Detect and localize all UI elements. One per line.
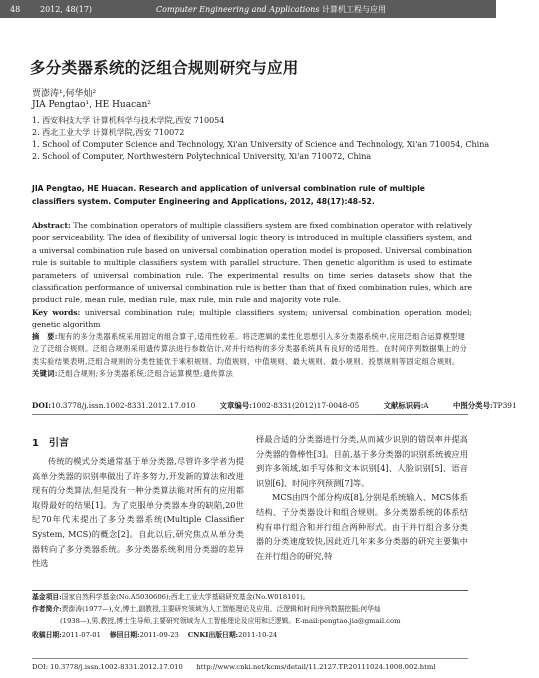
footnote-author-cont: (1938—),男,教授,博士生导师,主要研究领域为人工智能理论及应用和泛逻辑。E-mail:pengtao.jia@gmail.com: [60, 617, 401, 625]
body-column-left: 传统的模式分类通常基于单分类器,尽管许多学者为提高单分类器的识别率做出了许多努力,开发新的算法和改进现有的分类算法,但是没有一种分类算法能对所有的应用都取得最好的结果[1]。为了克服单分类器本身的缺陷,20世纪70年代末提出了多分类器系统(Multiple Classifier System, MCS)的概念[2]。自此以后,研究焦点从单分类器转向了多分类器系统。多分类器系统利用分类器的差异性选: [32, 456, 244, 569]
abstract-zh: [32, 331, 472, 381]
doi-link[interactable]: DOI: 10.3778/j.issn.1002-8331.2012.17.010 http://www.cnki.net/kcms/detail/11.2127.TP.20111024.1008.002.html: [32, 663, 436, 671]
section-heading: 1 引言: [32, 438, 69, 449]
keywords-zh-text: 泛组合规则;多分类器系统;泛组合运算模型;遗传算法: [57, 369, 234, 379]
keywords-label: Key words:: [32, 307, 81, 317]
paper-title: 多分类器系统的泛组合规则研究与应用: [30, 58, 299, 77]
revised-date: 2011-09-23: [139, 631, 179, 639]
keywords-zh-label: 关键词:: [32, 369, 58, 379]
journal-name: [156, 4, 386, 15]
meta-doc-code-label: 文献标识码:: [383, 401, 424, 410]
meta-clc-value: TP391: [492, 401, 517, 410]
meta-doc-code-value: A: [423, 401, 429, 410]
body-paragraph: 择最合适的分类器进行分类,从而减少识别的错误率并提高分类器的鲁棒性[3]。目前,基于多分类器的识别系统被应用到许多领域,如手写体和文本识别[4]、人脸识别[5]、语音识别[6]、时间序列预测[7]等。: [256, 434, 468, 488]
volume-info: 2012, 48(17): [40, 4, 93, 14]
abstract-label: Abstract:: [32, 221, 71, 230]
cnki-label: CNKI出版日期:: [187, 631, 239, 639]
revised-label: 修回日期:: [109, 631, 140, 639]
abstract-zh-label: 摘 要:: [32, 332, 58, 341]
meta-article-id-value: 1002-8331(2012)17-0048-05: [251, 401, 360, 410]
body-paragraph: MCS由四个部分构成[8],分别是系统输入、MCS体系结构、子分类器设计和组合规则。多分类器系统的体系结构有串行组合和并行组合两种形式。由于并行组合多分类器的分类速度较快,因此近几年来多分类器的研究主要集中在并行组合的研究,特: [256, 492, 468, 561]
divider: [32, 414, 468, 415]
abstract-en: [32, 220, 472, 332]
running-header: [0, 0, 496, 18]
body-column-right: [256, 432, 468, 563]
page-number: 48: [10, 4, 21, 14]
footnote-fund-label: 基金项目:: [32, 593, 62, 601]
meta-doi: [32, 401, 195, 410]
footnote-author-text: 贾澎涛(1977—),女,博士,副教授,主要研究领域为人工智能理论及应用、泛逻辑和时间序列数据挖掘;何华灿: [61, 605, 381, 613]
footnote-author-label: 作者简介:: [32, 605, 62, 613]
footnote-dates: [32, 630, 277, 641]
journal-name-zh: 计算机工程与应用: [321, 4, 386, 14]
meta-clc: [453, 401, 517, 410]
footnote-fund-text: 国家自然科学基金(No.A5030606);西北工业大学基础研究基金(No.W018101)。: [61, 593, 310, 601]
footnote-fund: [32, 592, 310, 603]
keywords-zh: [32, 368, 472, 380]
meta-doi-label: DOI:: [32, 401, 52, 410]
keywords-en: [32, 307, 472, 332]
abstract-zh-text: 现有的多分类器系统采用固定的组合算子,适用性较差。将泛逻辑的柔性化思想引入多分类器系统中,应用泛组合运算模型建立了泛组合规则。泛组合规则采用遗传算法进行参数估计,对并行结构的多分类器系统具有良好的适用性。在时间序列数据集上的分类实验结果表明,泛组合规则的分类性能优于乘积规则、均值规则、中值规则、最大规则、最小规则、投票规则等固定组合规则。: [32, 332, 468, 366]
cnki-date: 2011-10-24: [238, 631, 278, 639]
received-date: 2011-07-01: [61, 631, 101, 639]
article-meta: [32, 400, 539, 411]
received-label: 收稿日期:: [32, 631, 62, 639]
abstract-text: The combination operators of multiple classifiers system are fixed combination operator with relatively poor serviceability. The idea of flexibility of universal logic theory is introduced in multiple classifiers system, and a universal combination rule based on universal combination operation model is proposed. Universal combination rule is suitable to multiple classifiers system with parallel structure. Then genetic algorithm is used to estimate parameters of universal combination rule. The experimental results on time series datasets show that the classification performance of universal combination rule is better than that of fixed combination rules, which are product rule, mean rule, median rule, max rule, min rule and majority vote rule.: [32, 221, 472, 305]
authors-zh: 贾澎涛¹,何华灿²: [32, 89, 97, 99]
keywords-text: universal combination rule; multiple classifiers system; universal combination operation model; genetic algorithm: [32, 307, 472, 330]
authors-en: JIA Pengtao¹, HE Huacan²: [32, 100, 151, 110]
journal-name-en: Computer Engineering and Applications: [156, 4, 320, 14]
meta-doc-code: [384, 401, 429, 410]
meta-doi-value: 10.3778/j.issn.1002-8331.2012.17.010: [51, 401, 196, 410]
doi-divider: [32, 658, 468, 659]
affiliation-zh-2: 2. 西北工业大学 计算机学院,西安 710072: [32, 128, 185, 137]
affiliation-zh-1: 1. 西安科技大学 计算机科学与技术学院,西安 710054: [32, 116, 225, 125]
meta-article-id-label: 文章编号:: [219, 401, 252, 410]
meta-article-id: [220, 401, 360, 410]
meta-clc-label: 中图分类号:: [453, 401, 493, 410]
footnote-divider: [32, 590, 468, 591]
footnote-author: [32, 604, 381, 615]
citation: JIA Pengtao, HE Huacan. Research and application of universal combination rule of multiple classifiers system. Computer Engineering and Applications, 2012, 48(17):48-52.: [32, 184, 425, 206]
affiliation-en-2: 2. School of Computer, Northwestern Polytechnical University, Xi'an 710072, China: [32, 152, 372, 161]
affiliation-en-1: 1. School of Computer Science and Technology, Xi'an University of Science and Technology, Xi'an 710054, China: [32, 140, 490, 149]
